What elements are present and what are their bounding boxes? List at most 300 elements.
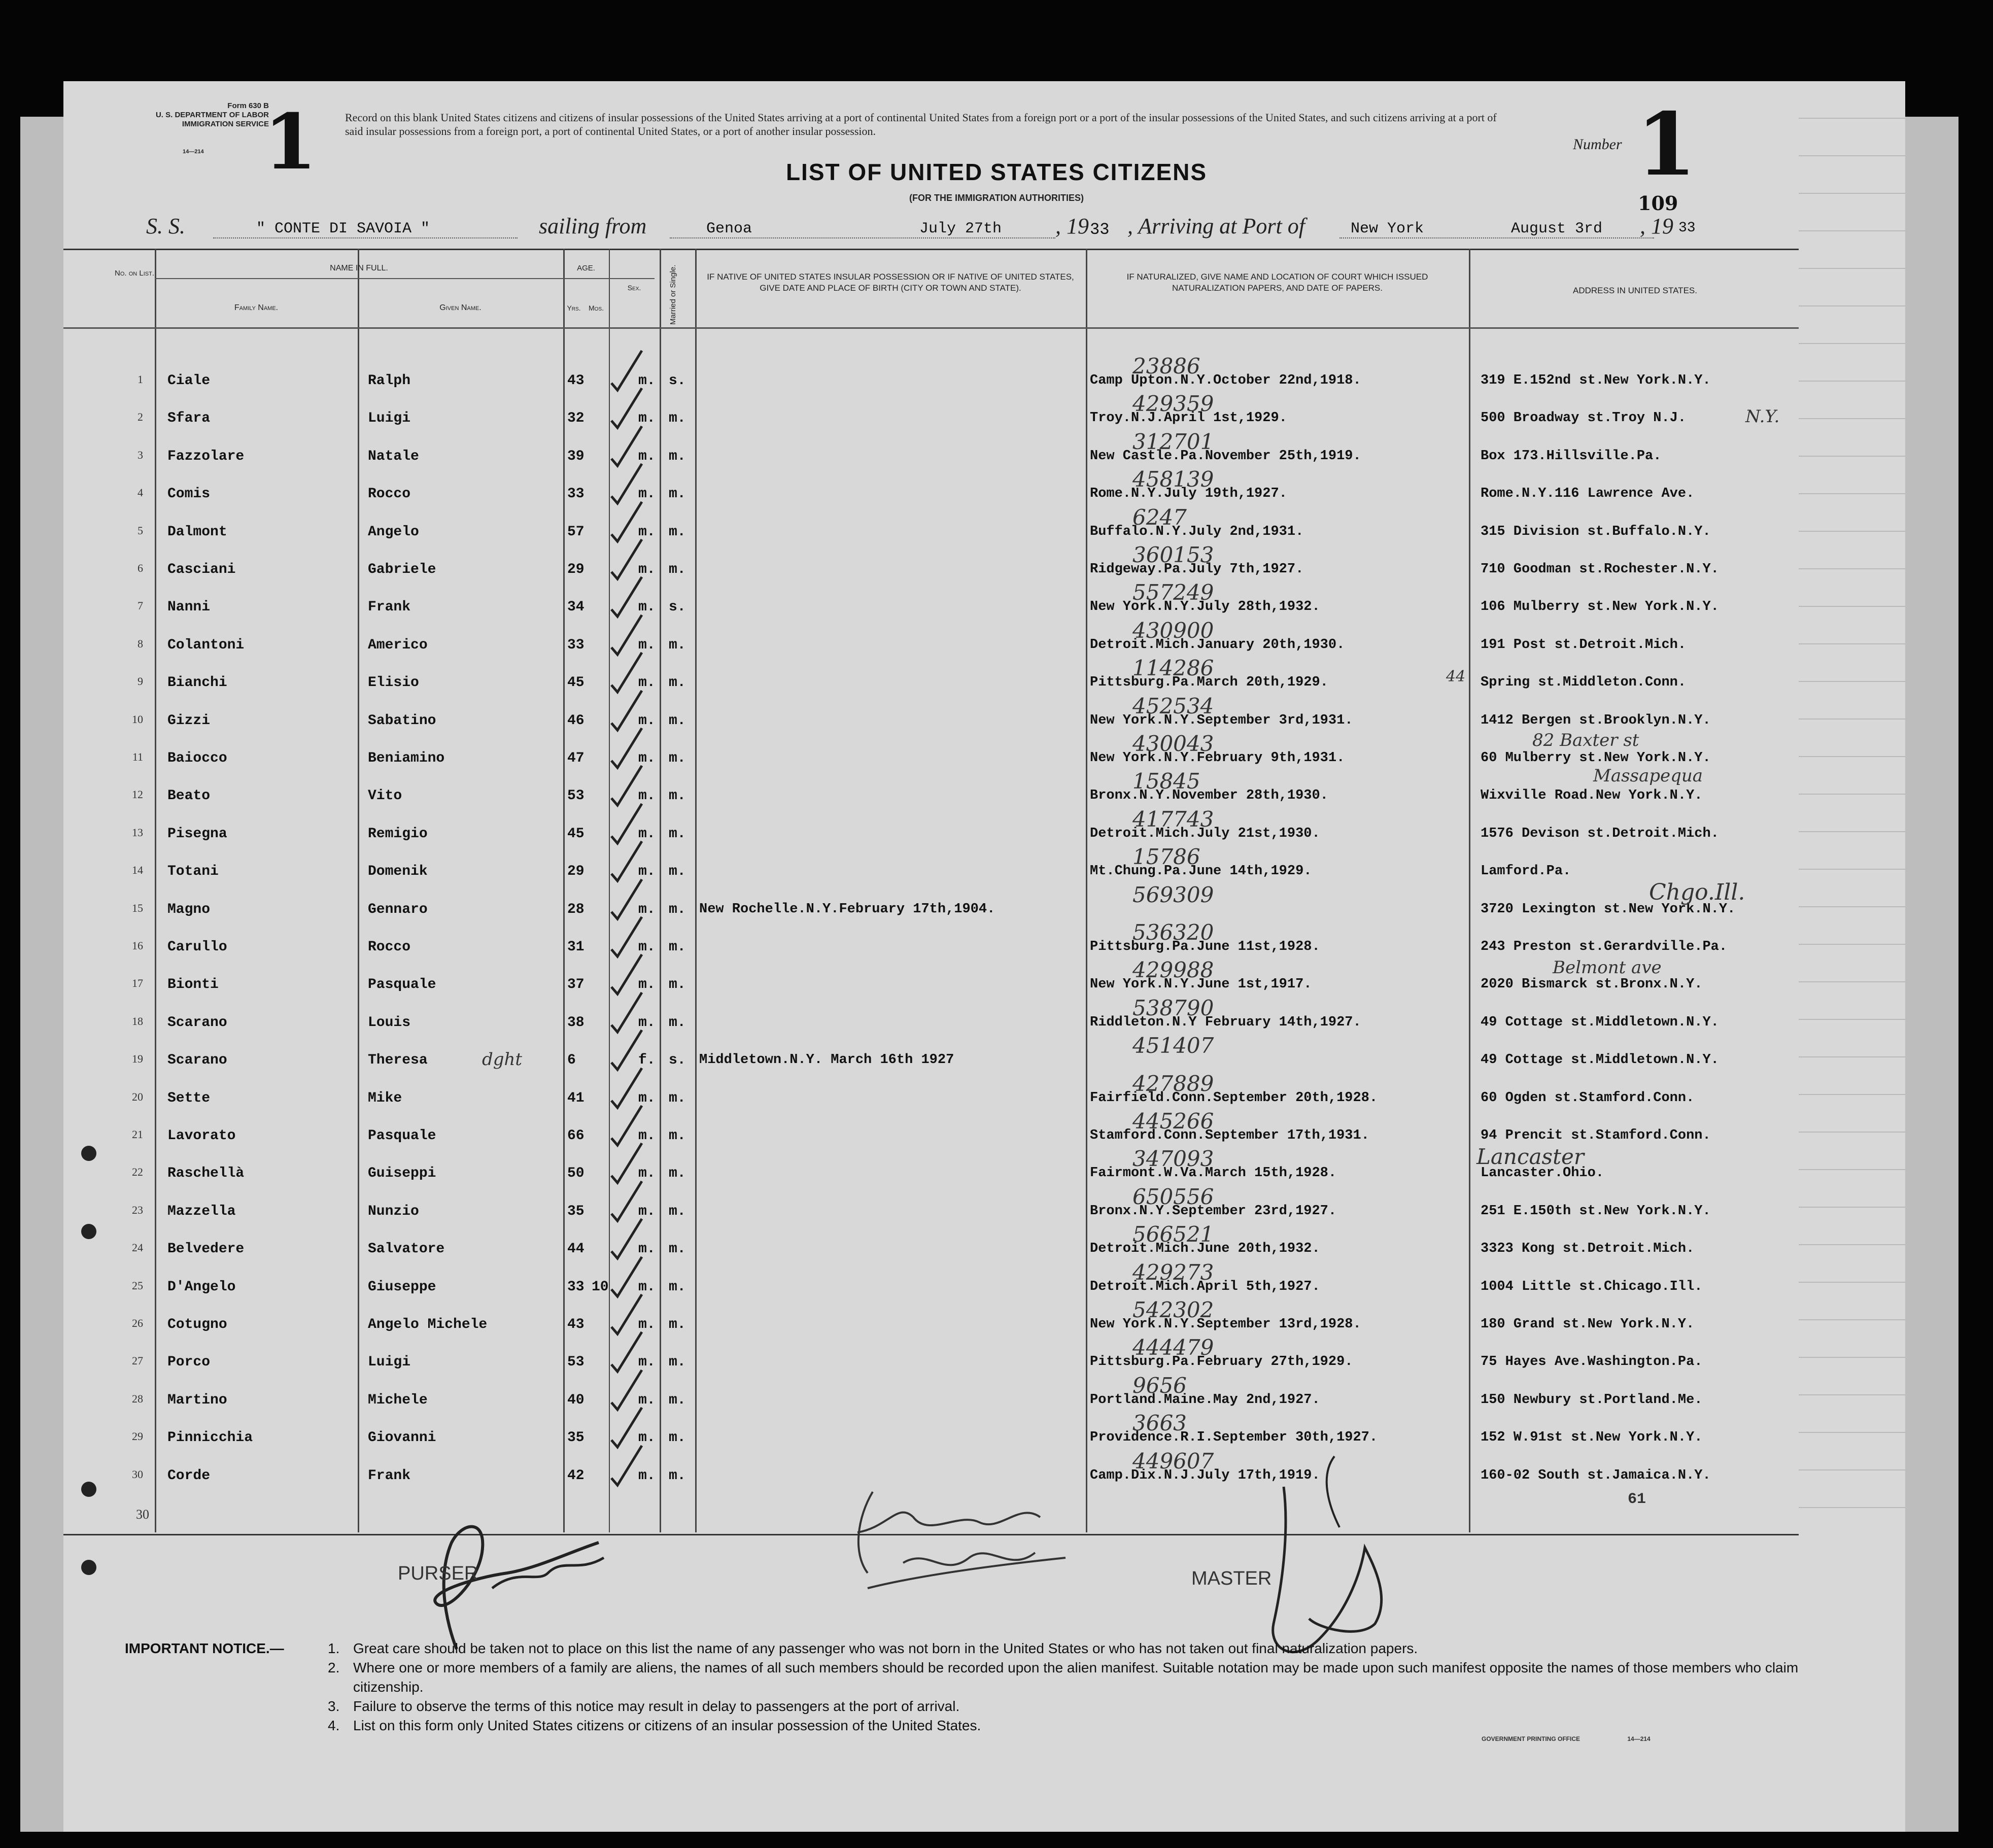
marital-status: m.	[669, 1279, 686, 1295]
sex: m.	[638, 637, 656, 653]
certificate-number: 429359	[1132, 391, 1214, 417]
sex: m.	[638, 1467, 656, 1484]
family-name: Nanni	[167, 599, 211, 615]
certificate-number: 15786	[1132, 844, 1200, 870]
form-code: 14—214	[183, 149, 204, 155]
family-name: Belvedere	[167, 1241, 245, 1257]
table-row	[0, 391, 1993, 448]
age-years: 32	[567, 410, 585, 427]
marital-status: m.	[669, 1166, 686, 1182]
given-name: Beniamino	[368, 750, 445, 766]
given-name: Gennaro	[368, 901, 428, 917]
marital-status: m.	[669, 1014, 686, 1031]
given-name: Giovanni	[368, 1430, 436, 1446]
row-number: 13	[132, 826, 143, 839]
certificate-number: 452534	[1132, 693, 1214, 718]
row-number: 23	[132, 1203, 143, 1216]
us-address: 180 Grand st.New York.N.Y.	[1481, 1317, 1695, 1332]
family-name: Colantoni	[167, 637, 245, 653]
naturalization-court: Riddleton.N.Y February 14th,1927.	[1090, 1014, 1361, 1030]
row-number: 9	[138, 675, 143, 688]
naturalization-court: New York.N.Y.September 13rd,1928.	[1090, 1317, 1361, 1332]
naturalization-court: Detroit.Mich.April 5th,1927.	[1090, 1279, 1320, 1294]
age-years: 38	[567, 1014, 585, 1031]
age-years: 41	[567, 1090, 585, 1106]
page-number: 109	[1638, 192, 1678, 215]
sex: m.	[638, 826, 656, 842]
col-no: No. on List.	[114, 269, 154, 278]
table-row	[0, 580, 1993, 637]
notice-item: 2. Where one or more members of a family are aliens, the names of all such members should be recorded upon the alien manifest. Suitable notation may be made upon such manifest opposite the names of those members who claim citizenship.	[328, 1660, 1799, 1695]
marital-status: m.	[669, 1467, 686, 1484]
naturalization-court: New York.N.Y.September 3rd,1931.	[1090, 712, 1353, 728]
given-name: Angelo	[368, 524, 419, 540]
family-name: Raschellà	[167, 1166, 245, 1182]
row-number: 11	[132, 750, 143, 763]
certificate-number: 650556	[1132, 1184, 1214, 1209]
sex: m.	[638, 1014, 656, 1031]
col-name-in-full: NAME IN FULL.	[330, 264, 388, 272]
printer-imprint: GOVERNMENT PRINTING OFFICE 14—214	[1482, 1735, 1651, 1742]
family-name: Beato	[167, 788, 211, 804]
naturalization-court: Fairfield.Conn.September 20th,1928.	[1090, 1090, 1378, 1106]
us-address: 106 Mulberry st.New York.N.Y.	[1481, 599, 1719, 615]
certificate-number: 430900	[1132, 618, 1214, 643]
us-address: 75 Hayes Ave.Washington.Pa.	[1481, 1354, 1703, 1370]
marital-status: m.	[669, 1203, 686, 1219]
check-mark	[606, 1443, 647, 1488]
age-years: 35	[567, 1203, 585, 1219]
table-row	[0, 1335, 1993, 1392]
naturalization-court: Pittsburg.Pa.June 11st,1928.	[1090, 939, 1320, 954]
col-months: Mos.	[589, 304, 604, 312]
row-number: 30	[132, 1467, 143, 1481]
ship-rule	[213, 237, 518, 238]
page-title: LIST OF UNITED STATES CITIZENS	[785, 159, 1208, 185]
certificate-number: 9656	[1132, 1373, 1187, 1398]
given-name: Frank	[368, 599, 411, 615]
table-row	[0, 1071, 1993, 1128]
given-name: Angelo Michele	[368, 1317, 488, 1332]
marital-status: m.	[669, 448, 686, 464]
sex: m.	[638, 1090, 656, 1106]
certificate-number: 569309	[1132, 882, 1214, 907]
given-name: Rocco	[368, 939, 411, 955]
age-years: 45	[567, 826, 585, 842]
table-row	[0, 429, 1993, 486]
age-years: 47	[567, 750, 585, 766]
row-number: 5	[138, 524, 143, 537]
table-row	[0, 879, 1993, 939]
us-address: 49 Cottage st.Middletown.N.Y.	[1481, 1052, 1719, 1068]
row-number: 2	[138, 410, 143, 424]
sailing-label: sailing from	[539, 214, 647, 238]
certificate-number: 417743	[1132, 806, 1214, 832]
marital-status: m.	[669, 939, 686, 955]
marital-status: m.	[669, 1354, 686, 1371]
certificate-number: 429273	[1132, 1259, 1214, 1285]
naturalization-court: Pittsburg.Pa.February 27th,1929.	[1090, 1354, 1353, 1370]
table-row	[0, 1222, 1993, 1279]
form-number: Form 630 B	[227, 101, 269, 110]
age-months: 10	[592, 1279, 609, 1295]
age-years: 43	[567, 1317, 585, 1332]
age-years: 45	[567, 675, 585, 691]
row-number: 4	[138, 486, 143, 499]
marital-status: m.	[669, 1430, 686, 1446]
master-label: MASTER	[1191, 1568, 1272, 1589]
row-number: 25	[132, 1279, 143, 1292]
age-years: 44	[567, 1241, 585, 1257]
handwritten-annotation: Massapequa	[1593, 766, 1703, 786]
certificate-number: 536320	[1132, 920, 1214, 945]
certificate-number: 15845	[1132, 769, 1200, 794]
family-name: Fazzolare	[167, 448, 245, 464]
sex: m.	[638, 675, 656, 691]
family-name: Gizzi	[167, 712, 211, 729]
age-years: 29	[567, 864, 585, 880]
family-name: Carullo	[167, 939, 227, 955]
marital-status: m.	[669, 1392, 686, 1408]
row-number: 26	[132, 1317, 143, 1329]
given-name: Michele	[368, 1392, 428, 1408]
marital-status: m.	[669, 712, 686, 729]
given-name: Pasquale	[368, 1128, 436, 1144]
marital-status: m.	[669, 864, 686, 880]
us-address: 319 E.152nd st.New York.N.Y.	[1481, 373, 1711, 388]
handwritten-annotation: N.Y.	[1745, 406, 1780, 427]
naturalization-court: Fairmont.W.Va.March 15th,1928.	[1090, 1166, 1337, 1181]
marital-status: s.	[669, 599, 686, 615]
marital-status: m.	[669, 675, 686, 691]
departure-year-prefix: , 19	[1055, 214, 1089, 238]
naturalization-court: Pittsburg.Pa.March 20th,1929.	[1090, 675, 1328, 691]
age-years: 53	[567, 788, 585, 804]
header-rule	[63, 327, 1799, 329]
sex: m.	[638, 1166, 656, 1182]
given-name: Domenik	[368, 864, 428, 880]
age-years: 46	[567, 712, 585, 729]
given-name: Nunzio	[368, 1203, 419, 1219]
certificate-number: 451407	[1132, 1033, 1214, 1058]
naturalization-court: Troy.N.J.April 1st,1929.	[1090, 410, 1287, 426]
header-rule	[155, 278, 655, 279]
certificate-number: 6247	[1132, 504, 1187, 530]
sex: m.	[638, 712, 656, 729]
marital-status: m.	[669, 562, 686, 577]
notice-title: IMPORTANT NOTICE.—	[125, 1640, 284, 1656]
age-years: 39	[567, 448, 585, 464]
handwritten-annotation: dght	[482, 1049, 523, 1070]
marital-status: m.	[669, 826, 686, 842]
us-address: Box 173.Hillsville.Pa.	[1481, 448, 1662, 464]
arrival-year-prefix: , 19	[1640, 214, 1673, 238]
naturalization-court: Detroit.Mich.January 20th,1930.	[1090, 637, 1345, 653]
sex: m.	[638, 448, 656, 464]
naturalization-court: Mt.Chung.Pa.June 14th,1929.	[1090, 864, 1312, 879]
family-name: Mazzella	[167, 1203, 236, 1219]
given-name: Elisio	[368, 675, 419, 691]
age-years: 50	[567, 1166, 585, 1182]
us-address: 251 E.150th st.New York.N.Y.	[1481, 1203, 1711, 1219]
table-row	[0, 957, 1993, 1014]
family-name: Cotugno	[167, 1317, 227, 1332]
family-name: Pisegna	[167, 826, 227, 842]
sex: m.	[638, 486, 656, 502]
age-years: 33	[567, 637, 585, 653]
marital-status: m.	[669, 1241, 686, 1257]
family-name: Scarano	[167, 1014, 227, 1031]
naturalization-court: Camp.Dix.N.J.July 17th,1919.	[1090, 1467, 1320, 1483]
table-row	[0, 1033, 1993, 1090]
table-row	[0, 693, 1993, 750]
naturalization-court: Bronx.N.Y.September 23rd,1927.	[1090, 1203, 1337, 1219]
certificate-number: 3663	[1132, 1411, 1187, 1436]
official-signature	[827, 1471, 1142, 1593]
family-name: Comis	[167, 486, 211, 502]
sex: m.	[638, 939, 656, 955]
department: U. S. DEPARTMENT OF LABOR	[155, 111, 269, 119]
us-address: 1576 Devison st.Detroit.Mich.	[1481, 826, 1719, 841]
us-address: 60 Mulberry st.New York.N.Y.	[1481, 750, 1711, 766]
table-row	[0, 766, 1993, 826]
age-years: 28	[567, 901, 585, 917]
marital-status: m.	[669, 637, 686, 653]
family-name: Porco	[167, 1354, 211, 1371]
col-given-name: Given Name.	[439, 303, 482, 312]
row-number: 12	[132, 788, 143, 801]
naturalization-court: Camp Upton.N.Y.October 22nd,1918.	[1090, 373, 1361, 388]
given-name: Remigio	[368, 826, 428, 842]
us-address: 191 Post st.Detroit.Mich.	[1481, 637, 1687, 653]
us-address: 150 Newbury st.Portland.Me.	[1481, 1392, 1703, 1408]
given-name: Salvatore	[368, 1241, 445, 1257]
sex: m.	[638, 788, 656, 804]
certificate-number: 360153	[1132, 542, 1214, 567]
age-years: 29	[567, 562, 585, 577]
age-years: 34	[567, 599, 585, 615]
number-label: Number	[1573, 136, 1622, 153]
birth-place-date: Middletown.N.Y. March 16th 1927	[699, 1052, 954, 1068]
certificate-number: 312701	[1132, 429, 1214, 454]
given-name: Giuseppe	[368, 1279, 436, 1295]
table-row	[0, 995, 1993, 1052]
list-stamp-number: 1	[264, 97, 317, 187]
family-name: Lavorato	[167, 1128, 236, 1144]
handwritten-annotation: 82 Baxter st	[1532, 730, 1639, 750]
naturalization-court: New York.N.Y.February 9th,1931.	[1090, 750, 1345, 766]
us-address: Lamford.Pa.	[1481, 864, 1571, 879]
sex: m.	[638, 977, 656, 993]
col-birth-info: IF NATIVE OF UNITED STATES INSULAR POSSESSION OR IF NATIVE OF UNITED STATES, GIVE DATE AND PLACE OF BIRTH (CITY OR TOWN AND STATE).	[707, 272, 1074, 293]
naturalization-court: Ridgeway.Pa.July 7th,1927.	[1090, 562, 1304, 577]
page-subtitle: (FOR THE IMMIGRATION AUTHORITIES)	[909, 193, 1084, 203]
us-address: 243 Preston st.Gerardville.Pa.	[1481, 939, 1728, 954]
marital-status: m.	[669, 1128, 686, 1144]
certificate-number: 445266	[1132, 1109, 1214, 1134]
naturalization-court: New Castle.Pa.November 25th,1919.	[1090, 448, 1361, 464]
family-name: Corde	[167, 1467, 211, 1484]
sex: m.	[638, 1128, 656, 1144]
sex: f.	[638, 1052, 656, 1069]
age-years: 40	[567, 1392, 585, 1408]
entry-count-note: 61	[1628, 1491, 1646, 1508]
given-name: Sabatino	[368, 712, 436, 729]
handwritten-annotation: Chgo.Ill.	[1649, 879, 1745, 905]
row-number: 14	[132, 864, 143, 877]
table-row	[0, 542, 1993, 599]
naturalization-court: Detroit.Mich.July 21st,1930.	[1090, 826, 1320, 841]
form-identifier	[137, 101, 269, 156]
row-number: 6	[138, 562, 143, 574]
family-name: Scarano	[167, 1052, 227, 1069]
row-number: 28	[132, 1392, 143, 1405]
table-row	[0, 618, 1993, 675]
us-address: Spring st.Middleton.Conn.	[1481, 675, 1687, 691]
family-name: Bianchi	[167, 675, 227, 691]
from-rule	[670, 237, 1055, 238]
given-name: Rocco	[368, 486, 411, 502]
arrival-year: 33	[1678, 220, 1696, 236]
given-name: Luigi	[368, 410, 411, 427]
col-married-single: Married or Single.	[669, 264, 677, 325]
family-name: Casciani	[167, 562, 236, 577]
family-name: Baiocco	[167, 750, 227, 766]
us-address: 3323 Kong st.Detroit.Mich.	[1481, 1241, 1695, 1257]
age-years: 53	[567, 1354, 585, 1371]
naturalization-court: Buffalo.N.Y.July 2nd,1931.	[1090, 524, 1304, 539]
ship-name: " CONTE DI SAVOIA "	[256, 220, 430, 237]
age-years: 37	[567, 977, 585, 993]
port-rule	[1339, 237, 1654, 238]
certificate-number: 458139	[1132, 467, 1214, 492]
notice-item: 3. Failure to observe the terms of this notice may result in delay to passengers at the port of arrival.	[328, 1698, 960, 1714]
table-row	[0, 1109, 1993, 1166]
given-name: Frank	[368, 1467, 411, 1484]
table-row	[0, 920, 1993, 977]
marital-status: m.	[669, 977, 686, 993]
arriving-label: , Arriving at Port of	[1127, 214, 1305, 238]
ss-label: S. S.	[146, 214, 185, 238]
age-years: 33	[567, 1279, 585, 1295]
certificate-number: 538790	[1132, 995, 1214, 1020]
sex: m.	[638, 562, 656, 577]
departure-year: 33	[1090, 220, 1110, 239]
given-name: Theresa	[368, 1052, 428, 1069]
col-family-name: Family Name.	[234, 303, 279, 312]
naturalization-court: Rome.N.Y.July 19th,1927.	[1090, 486, 1287, 502]
arrival-port: New York	[1351, 220, 1424, 237]
sex: m.	[638, 864, 656, 880]
row-number: 20	[132, 1090, 143, 1103]
row-number: 29	[132, 1430, 143, 1443]
col-years: Yrs.	[567, 304, 581, 312]
certificate-number: 23886	[1132, 354, 1200, 379]
sex: m.	[638, 373, 656, 389]
us-address: 710 Goodman st.Rochester.N.Y.	[1481, 562, 1719, 577]
sex: m.	[638, 1279, 656, 1295]
table-row	[0, 1411, 1993, 1467]
row-number: 21	[132, 1128, 143, 1141]
row-number: 17	[132, 977, 143, 990]
us-address: 152 W.91st st.New York.N.Y.	[1481, 1430, 1703, 1446]
family-name: Sfara	[167, 410, 211, 427]
given-name: Luigi	[368, 1354, 411, 1371]
age-years: 43	[567, 373, 585, 389]
naturalization-court: Detroit.Mich.June 20th,1932.	[1090, 1241, 1320, 1257]
row-number: 15	[132, 901, 143, 914]
certificate-number: 444479	[1132, 1335, 1214, 1360]
notice-item: 1. Great care should be taken not to place on this list the name of any passenger who was not born in the United States or who has not taken out final naturalization papers.	[328, 1640, 1418, 1656]
table-row	[0, 806, 1993, 864]
certificate-number: 542302	[1132, 1297, 1214, 1322]
us-address: 500 Broadway st.Troy N.J.	[1481, 410, 1687, 426]
list-number: 1	[1636, 94, 1697, 195]
sex: m.	[638, 1241, 656, 1257]
col-address: ADDRESS IN UNITED STATES.	[1573, 286, 1697, 295]
row-number: 27	[132, 1354, 143, 1367]
certificate-number: 347093	[1132, 1146, 1214, 1172]
given-name: Pasquale	[368, 977, 436, 993]
certificate-number: 566521	[1132, 1222, 1214, 1247]
handwritten-annotation: Belmont ave	[1553, 957, 1662, 978]
marital-status: m.	[669, 901, 686, 917]
entry-total: 30	[136, 1507, 149, 1522]
us-address: 315 Division st.Buffalo.N.Y.	[1481, 524, 1711, 539]
sex: m.	[638, 599, 656, 615]
marital-status: m.	[669, 410, 686, 427]
table-row	[0, 1184, 1993, 1241]
family-name: Magno	[167, 901, 211, 917]
certificate-number: 557249	[1132, 580, 1214, 605]
row-number: 16	[132, 939, 143, 952]
age-years: 57	[567, 524, 585, 540]
us-address: Lancaster.Ohio.	[1481, 1166, 1604, 1181]
family-name: Dalmont	[167, 524, 227, 540]
age-years: 35	[567, 1430, 585, 1446]
row-number: 7	[138, 599, 143, 612]
naturalization-court: Stamford.Conn.September 17th,1931.	[1090, 1128, 1369, 1143]
given-name: Gabriele	[368, 562, 436, 577]
table-row	[0, 1259, 1993, 1317]
port-of-departure: Genoa	[706, 220, 752, 237]
row-number: 8	[138, 637, 143, 650]
naturalization-court: Bronx.N.Y.November 28th,1930.	[1090, 788, 1328, 804]
sex: m.	[638, 750, 656, 766]
table-row	[0, 354, 1993, 410]
given-name: Natale	[368, 448, 419, 464]
naturalization-court: Providence.R.I.September 30th,1927.	[1090, 1430, 1378, 1446]
marital-status: m.	[669, 1317, 686, 1332]
row-number: 3	[138, 448, 143, 461]
sex: m.	[638, 901, 656, 917]
table-row	[0, 504, 1993, 562]
table-row	[0, 467, 1993, 524]
given-name: Guiseppi	[368, 1166, 436, 1182]
handwritten-annotation: 44	[1446, 668, 1466, 686]
naturalization-court: Portland.Maine.May 2nd,1927.	[1090, 1392, 1320, 1408]
age-years: 33	[567, 486, 585, 502]
sex: m.	[638, 410, 656, 427]
header-instructions: Record on this blank United States citizens and citizens of insular possessions of the United States arriving at a port of continental United States from a foreign port or a port of the insular possessions of the United States, and such citizens arriving at a port of said insular possessions from a foreign port, a port of continental United States, or a port of another insular possession.	[345, 111, 1497, 138]
family-name: Bionti	[167, 977, 219, 993]
arrival-date: August 3rd	[1511, 220, 1603, 237]
sex: m.	[638, 1317, 656, 1332]
given-name: Americo	[368, 637, 428, 653]
age-years: 6	[567, 1052, 576, 1069]
col-age: AGE.	[577, 264, 595, 272]
marital-status: s.	[669, 1052, 686, 1069]
